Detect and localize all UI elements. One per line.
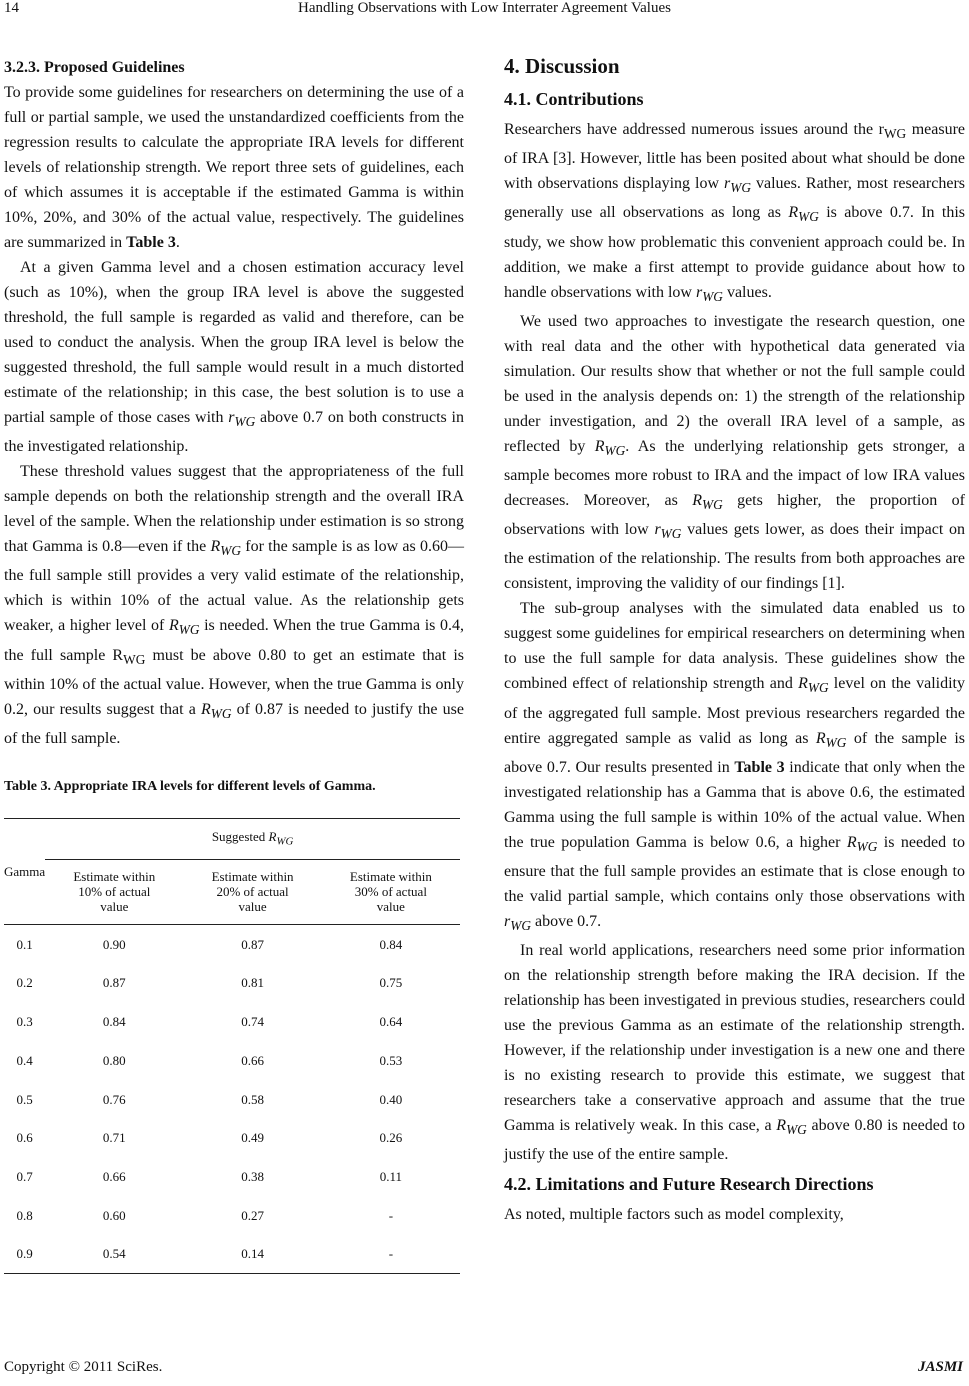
table-cell: 0.49 [241,1130,264,1146]
journal-name: JASMI [917,1359,963,1375]
table-cell: 0.75 [379,975,403,991]
table-cell: 0.87 [102,975,126,991]
table-row [4,1196,460,1235]
table-cell: 0.3 [16,1014,33,1030]
page-number: 14 [4,0,19,16]
gamma-column-header: Gamma [4,818,45,924]
table-cell: 0.90 [102,936,126,952]
table-cell: 0.76 [102,1091,126,1107]
table-row [4,1002,460,1041]
table-cell: 0.8 [16,1207,33,1223]
table-row [4,1234,460,1273]
paragraph-approaches: We used two approaches to investigate the research question, one with real data and the other with hypothetical data generated via simulation. Our results show that whether or not the full sample could be used in the analysis depends on: 1) the strength of the relationship under investigation, and 2) the overall IRA level of a sample, as reflected by $R_{WG}$. As the underlying relationship gets stronger, a sample becomes more robust to IRA and the impact of low IRA values decreases. Moreover, as $R_{WG}$ gets higher, the proportion of observations with low $r_{WG}$ values gets lower, as does their impact on the estimation of the relationship. The results from both approaches are consistent, improving the validity of our findings [1]. [504,312,966,593]
table-cell: 0.11 [379,1168,402,1184]
paragraph-contributions: Researchers have addressed numerous issues around the $r_{WG}$ measure of IRA [3]. However, little has been posited about what should be done with observations displaying low $r_{WG}$ values. Rather, most researchers generally use all observations as long as $R_{WG}$ is above 0.7. In this study, we show how problematic this convenient approach could be. In addition, we make a first attempt to provide guidance about how to handle observations with low $r_{WG}$ values. [504,121,965,304]
table-caption: Table 3. Appropriate IRA levels for different levels of Gamma. [4,778,376,794]
left-column [4,52,464,1274]
table-cell: 0.60 [102,1207,126,1223]
table-row [4,1118,460,1157]
page-header [0,0,969,22]
table-3-ref[interactable]: Table 3 [126,234,176,251]
col-header-20pct: Estimate within 20% of actual value [183,859,321,924]
table-cell: 0.5 [16,1091,33,1107]
col-header-30pct: Estimate within 30% of actual value [322,859,460,924]
table-cell: 0.80 [102,1052,126,1068]
section-heading-proposed-guidelines: 3.2.3. Proposed Guidelines [4,59,185,76]
table-cell: 0.71 [102,1130,126,1146]
suggested-rwg-header: Suggested $R_{WG}$ [45,818,460,859]
table-cell: 0.26 [379,1130,403,1146]
paragraph-real-world: In real world applications, researchers need some prior information on the relationship strength before making the IRA decision. If the relationship has been investigated in previous studies, researchers could use the previous Gamma as an estimate of the relationship strength. However, if the relationship under investigation is a new one and there is no existing research to provide this estimate, we suggest that researchers take a conservative approach and assume that the true Gamma is relatively weak. In this case, a $R_{WG}$ above 0.80 is needed to justify the use of the entire sample. [504,942,966,1164]
table-row [4,1080,460,1119]
section-heading-discussion: 4. Discussion [504,54,620,78]
col-header-10pct: Estimate within 10% of actual value [45,859,183,924]
table-cell: 0.7 [16,1168,33,1184]
table-cell: 0.87 [241,936,264,952]
table-row [4,924,460,963]
table-cell: 0.74 [241,1014,264,1030]
ira-levels-table [4,818,460,1274]
paragraph-subgroup: The sub-group analyses with the simulated data enabled us to suggest some guidelines for empirical researchers on determining when to use the full sample for data analysis. These guidelines show the combined effect of relationship strength and $R_{WG}$ level on the validity of the aggregated full sample. Most previous researchers regarded the entire aggregated sample as valid as long as $R_{WG}$ of the sample is above 0.7. Our results presented in Table 3 indicate that only when the investigated relationship has a Gamma that is above 0.6, the estimated Gamma using the full sample is within 10% of the actual value. When the true population Gamma is below 0.6, a higher $R_{WG}$ is needed to ensure that the full sample provides an estimate that is close enough to the valid partial sample, which contains only those observations with $r_{WG}$ above 0.7. [504,600,966,934]
table-row [4,964,460,1003]
table-cell: - [388,1207,394,1223]
table-cell: 0.84 [102,1014,126,1030]
paragraph-limitations: As noted, multiple factors such as model complexity, [504,1206,844,1224]
table-cell: 0.81 [241,975,264,991]
table-cell: 0.54 [45,1234,183,1273]
table-cell: 0.40 [379,1091,403,1107]
table-row [4,1157,460,1196]
table-cell: 0.38 [241,1168,264,1184]
table-row [4,1041,460,1080]
table-cell: 0.53 [379,1052,403,1068]
table-cell: 0.14 [183,1234,321,1273]
table-body [4,924,460,1273]
subsection-heading-limitations: 4.2. Limitations and Future Research Directions [504,1174,874,1195]
subsection-heading-contributions: 4.1. Contributions [504,89,644,109]
table-cell: 0.66 [102,1168,126,1184]
table-cell: 0.27 [241,1207,264,1223]
table-cell: 0.64 [379,1014,403,1030]
table-3-ref-discussion[interactable]: Table 3 [734,758,785,776]
paragraph-threshold-values: These threshold values suggest that the appropriateness of the full sample depends on both the relationship strength and the overall IRA level of the sample. When the relationship under estimation is so strong that Gamma is 0.8—even if the $R_{WG}$ for the sample is as low as 0.60—the full sample still provides a very valid estimate of the relationship, which is within 10% of the actual value. As the relationship gets weaker, a higher level of $R_{WG}$ is needed. When the true Gamma is 0.4, the full sample $R_{WG}$ must be above 0.80 to get an estimate that is within 10% of the actual value. However, when the true Gamma is only 0.2, our results suggest that a $R_{WG}$ of 0.87 is needed to justify the use of the full sample. [4,463,464,747]
copyright: Copyright © 2011 SciRes. [4,1359,163,1375]
table-cell: 0.2 [16,975,33,991]
paragraph-guidelines-intro: To provide some guidelines for researchers on determining the use of a full or partial sample, we used the unstandardized coefficients from the regression results to calculate the appropriate IRA levels for different levels of relationship strength. We report three sets of guidelines, each of which assumes it is acceptable if the estimated Gamma is within 10%, 20%, and 30% of the actual value, respectively. The guidelines are summarized in Table 3. [4,84,464,251]
table-cell: 0.9 [4,1234,45,1273]
paragraph-threshold: At a given Gamma level and a chosen estimation accuracy level (such as 10%), when the group IRA level is above the suggested threshold, the full sample is regarded as valid and therefore, can be used to conduct the analysis. When the group IRA level is below the suggested threshold, the full sample would result in a much distorted estimate of the relationship; in this case, the best solution is to use a partial sample of those cases with $r_{WG}$ above 0.7 on both constructs in the investigated relationship. [4,259,464,456]
table-cell: 0.4 [16,1052,33,1068]
table-cell: 0.1 [16,936,33,952]
table-cell: - [322,1234,460,1273]
table-cell: 0.6 [16,1130,33,1146]
right-column [504,52,965,1227]
table-cell: 0.58 [241,1091,264,1107]
running-title: Handling Observations with Low Interrater Agreement Values [298,0,671,16]
table-cell: 0.66 [241,1052,264,1068]
table-cell: 0.84 [379,936,403,952]
